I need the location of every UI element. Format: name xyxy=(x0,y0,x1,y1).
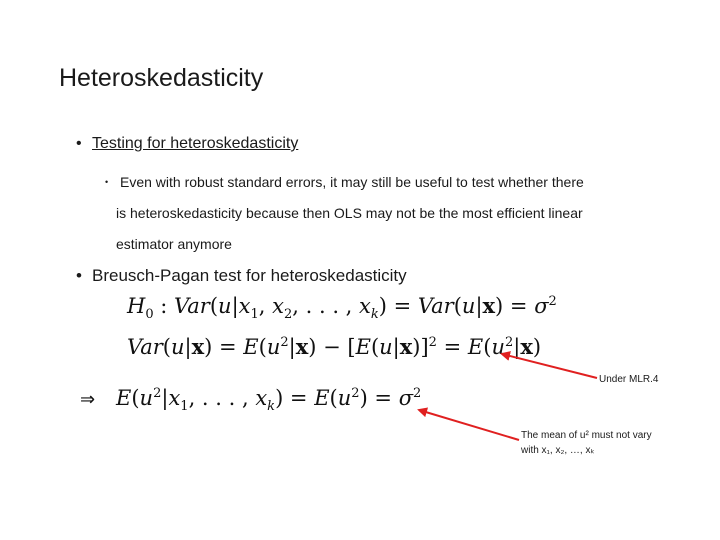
arrow-under-mlr4 xyxy=(502,354,597,378)
annotation-mean-u2-line1: The mean of u² must not vary xyxy=(521,430,652,441)
sub-line-1: Even with robust standard errors, it may still be useful to test whether there xyxy=(120,174,584,190)
bullet-dot: • xyxy=(76,135,82,152)
slide-title: Heteroskedasticity xyxy=(59,64,264,92)
bullet-dot: • xyxy=(76,266,82,285)
annotation-mean-u2 xyxy=(521,428,652,458)
sub-line-3: estimator anymore xyxy=(116,236,232,252)
equation-null-hypothesis: $H_0$ : $Var(u|x_1$, $x_2$, . . . , $x_k) = Var(u|x) = \sigma^2$ xyxy=(127,293,557,323)
sub-bullet-dot: • xyxy=(105,177,109,187)
annotation-under-mlr4: Under MLR.4 xyxy=(599,374,659,385)
equation-implication: ⇒ $E(u^2|x_1$, . . . , $x_k) = E(u^2) = \sigma^2$ xyxy=(80,386,422,415)
implies-arrow-icon: ⇒ xyxy=(80,389,96,410)
arrow-mean-u2 xyxy=(419,410,519,440)
bullet-breusch-pagan-label: Breusch-Pagan test for heteroskedasticity xyxy=(92,266,407,285)
sub-line-2: is heteroskedasticity because then OLS may not be the most efficient linear xyxy=(116,205,583,221)
equation-variance-decomposition: $Var(u|x) = E(u^2|x) - [E(u|x)]^2 = E(u^2|x)$ xyxy=(127,334,542,359)
annotation-mean-u2-line2: with x₁, x₂, …, xₖ xyxy=(521,445,595,456)
bullet-testing-label: Testing for heteroskedasticity xyxy=(92,135,299,152)
